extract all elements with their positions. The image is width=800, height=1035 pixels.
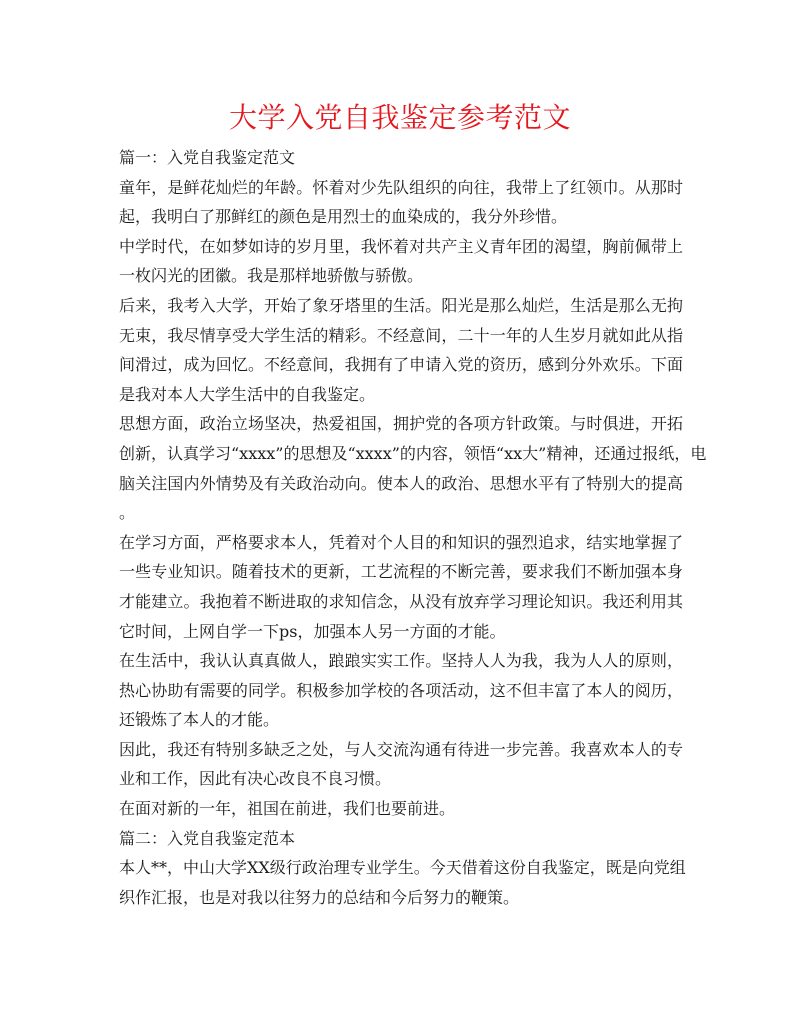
text-line: 因此，我还有特别多缺乏之处，与人交流沟通有待进一步完善。我喜欢本人的专 [119, 739, 683, 759]
text-line: 无束，我尽情享受大学生活的精彩。不经意间，二十一年的人生岁月就如此从指 [119, 325, 683, 345]
text-line: 篇一：入党自我鉴定范文 [119, 148, 296, 167]
document-title: 大学入党自我鉴定参考范文 [228, 101, 571, 134]
text-line: 还锻炼了本人的才能。 [119, 710, 280, 730]
paragraph [119, 853, 686, 912]
text-line: 才能建立。我抱着不断进取的求知信念，从没有放弃学习理论知识。我还利用其 [119, 591, 683, 611]
text-line: 它时间，上网自学一下ps，加强本人另一方面的才能。 [119, 621, 506, 641]
text-line: 思想方面，政治立场坚决，热爱祖国，拥护党的各项方针政策。与时俱进，开拓 [119, 414, 683, 434]
text-line: 一些专业知识。随着技术的更新，工艺流程的不断完善，要求我们不断加强本身 [119, 562, 683, 582]
text-line: 后来，我考入大学，开始了象牙塔里的生活。阳光是那么灿烂，生活是那么无拘 [119, 295, 683, 315]
text-line: 本人**，中山大学XX级行政治理专业学生。今天借着这份自我鉴定，既是向党组 [119, 858, 686, 878]
text-line: 篇二：入党自我鉴定范本 [119, 828, 296, 848]
text-line: 脑关注国内外情势及有关政治动向。使本人的政治、思想水平有了特别大的提高 [119, 473, 683, 493]
paragraph [119, 528, 683, 646]
text-line: 在面对新的一年，祖国在前进，我们也要前进。 [119, 799, 456, 819]
text-line: 是我对本人大学生活中的自我鉴定。 [119, 384, 376, 404]
paragraph [119, 824, 683, 854]
text-line: 一枚闪光的团徽。我是那样地骄傲与骄傲。 [119, 266, 424, 286]
text-line: 业和工作，因此有决心改良不良习惯。 [119, 769, 392, 789]
document-body [119, 143, 707, 912]
text-line: 织作汇报，也是对我以往努力的总结和今后努力的鞭策。 [119, 887, 520, 907]
text-line: 间滑过，成为回忆。不经意间，我拥有了申请入党的资历，感到分外欢乐。下面 [119, 355, 683, 375]
paragraph [119, 735, 683, 794]
text-line: 在生活中，我认认真真做人，踉踉实实工作。坚持人人为我，我为人人的原则， [119, 651, 683, 671]
paragraph [119, 646, 683, 735]
text-line: 起，我明白了那鲜红的颜色是用烈士的血染成的，我分外珍惜。 [119, 207, 568, 227]
paragraph [119, 232, 683, 291]
text-line: 热心协助有需要的同学。积极参加学校的各项活动，这不但丰富了本人的阅历， [119, 680, 683, 700]
text-line: 。 [119, 503, 136, 523]
text-line: 在学习方面，严格要求本人，凭着对个人目的和知识的强烈追求，结实地掌握了 [119, 532, 683, 552]
paragraph [119, 794, 683, 824]
paragraph [119, 143, 683, 173]
text-line: 童年，是鲜花灿烂的年龄。怀着对少先队组织的向往，我带上了红领巾。从那时 [119, 177, 683, 197]
paragraph [119, 409, 707, 527]
paragraph [119, 173, 683, 232]
text-line: 中学时代，在如梦如诗的岁月里，我怀着对共产主义青年团的渴望，胸前佩带上 [119, 236, 683, 256]
paragraph [119, 291, 683, 409]
text-line: 创新，认真学习“xxxx”的思想及“xxxx”的内容，领悟“xx大”精神，还通过报纸，电 [119, 443, 707, 463]
